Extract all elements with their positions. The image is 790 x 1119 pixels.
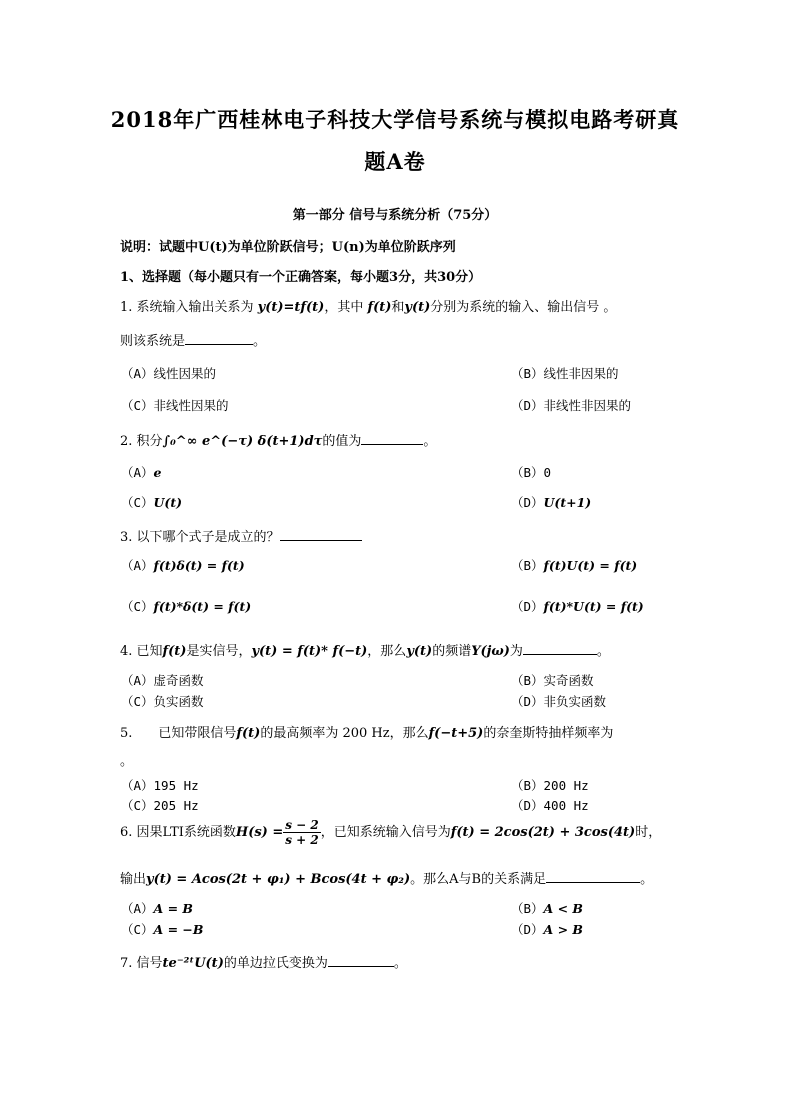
option-c: （C）f(t)*δ(t) = f(t) [121,599,252,614]
question-5-line2: 。 [120,754,134,769]
option-d: （D）非负实函数 [511,694,607,709]
answer-blank [280,528,362,541]
question-5: 5. 已知带限信号f(t)的最高频率为 200 Hz，那么f(−t+5)的奈奎斯特抽样频率为 [120,726,614,741]
note-line: 说明：试题中U(t)为单位阶跃信号；U(n)为单位阶跃序列 [120,240,456,255]
answer-blank [185,332,253,345]
option-c: （C）U(t) [121,495,183,510]
question-4: 4. 已知f(t)是实信号，y(t) = f(t)* f(−t)，那么y(t)的频谱Y(jω)为 。 [120,644,610,659]
fraction: $\frac{s - 2}{s + 2}$ [285,818,319,847]
question-7: 7. 信号te⁻²ᵗU(t)的单边拉氏变换为 。 [120,956,407,971]
option-d: （D）U(t+1) [511,495,592,510]
option-a: （A）195 Hz [121,778,199,793]
page-title: 2018年广西桂林电子科技大学信号系统与模拟电路考研真 [110,107,680,132]
option-b: （B）200 Hz [511,778,589,793]
option-c: （C）A = −B [121,922,204,937]
equation: y(t) [404,300,431,315]
answer-blank [361,432,423,445]
option-c: （C）非线性因果的 [121,398,229,413]
option-a: （A）线性因果的 [121,366,217,381]
option-a: （A）e [121,465,162,480]
page-title-line2: 题A卷 [364,149,426,174]
question-1: 1. 系统输入输出关系为 y(t)=tf(t)，其中 f(t)和y(t)分别为系统的输入、输出信号 。 [120,300,617,315]
section-heading: 1、选择题（每小题只有一个正确答案，每小题3分，共30分） [120,270,482,285]
option-c: （C）205 Hz [121,798,199,813]
equation: f(t) [367,300,392,315]
question-1-line2: 则该系统是 。 [120,334,267,349]
option-b: （B）线性非因果的 [511,366,619,381]
option-d: （D）非线性非因果的 [511,398,632,413]
option-d: （D）400 Hz [511,798,589,813]
option-d: （D）A > B [511,922,583,937]
question-6: 6. 因果LTI系统函数H(s) = $\frac{s - 2}{s + 2}$ ，已知系统输入信号为f(t) = 2cos(2t) + 3cos(4t)时， [120,818,662,847]
answer-blank [546,870,640,883]
option-a: （A）f(t)δ(t) = f(t) [121,558,245,573]
option-b: （B）实奇函数 [511,673,594,688]
question-3: 3. 以下哪个式子是成立的？ [120,526,362,545]
answer-blank [523,642,597,655]
option-b: （B）0 [511,465,552,480]
question-2: 2. 积分∫₀^∞ e^(−τ) δ(t+1)dτ的值为 。 [120,434,437,449]
option-a: （A）虚奇函数 [121,673,204,688]
option-a: （A）A = B [121,901,193,916]
option-c: （C）负实函数 [121,694,204,709]
equation: ∫₀^∞ e^(−τ) δ(t+1)dτ [162,434,323,449]
option-d: （D）f(t)*U(t) = f(t) [511,599,644,614]
part-heading: 第一部分 信号与系统分析（75分） [292,208,498,223]
option-b: （B）A < B [511,901,583,916]
equation: y(t)=tf(t) [257,300,325,315]
answer-blank [328,954,394,967]
option-b: （B）f(t)U(t) = f(t) [511,558,638,573]
question-6-line2: 输出y(t) = Acos(2t + φ₁) + Bcos(4t + φ₂)。那么A与B的关系满足 。 [120,872,654,887]
